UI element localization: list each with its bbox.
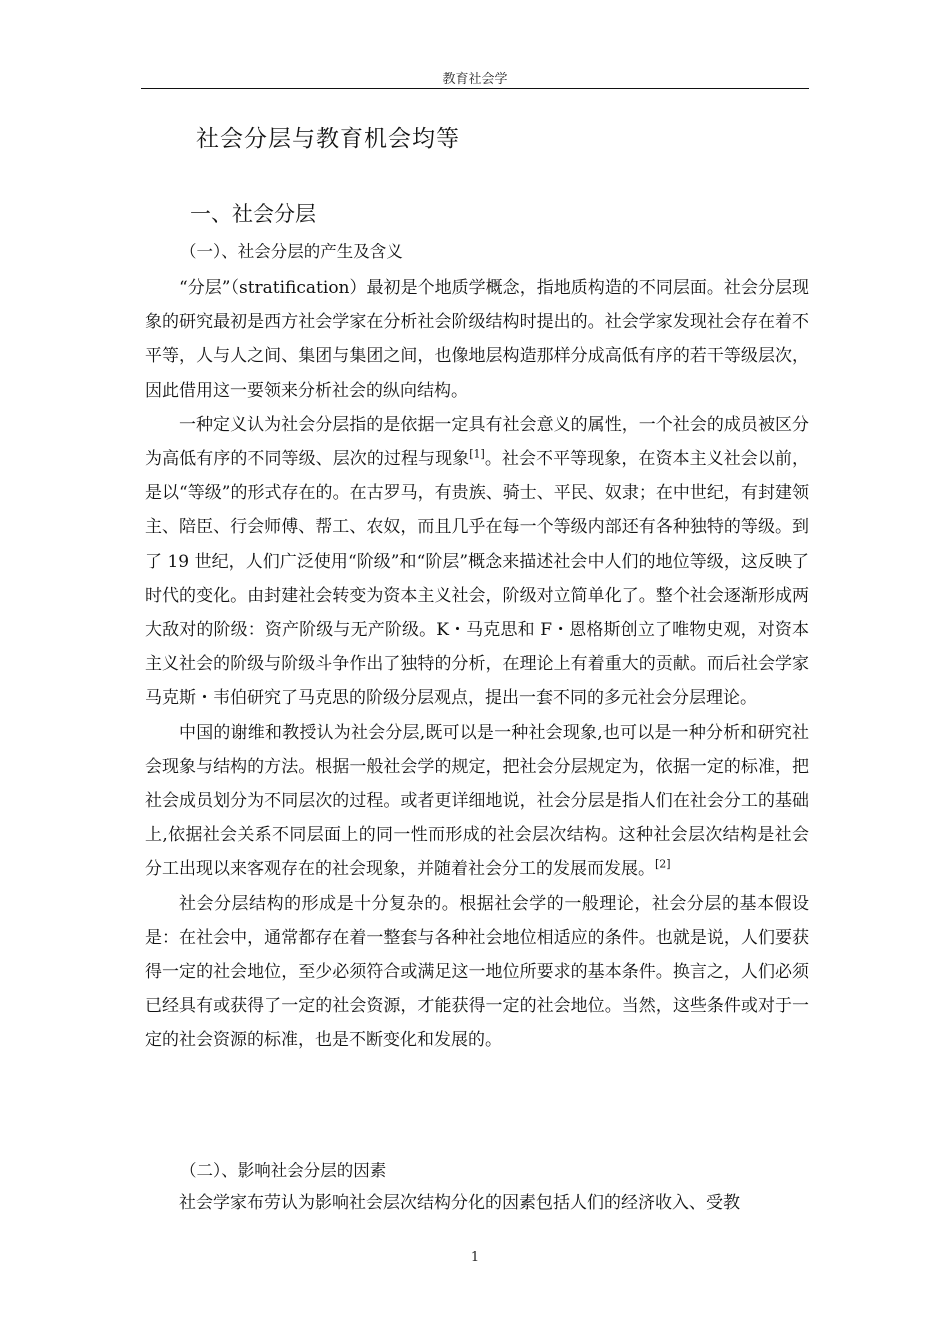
paragraph-xie-weihe-view bbox=[145, 716, 809, 887]
header-divider bbox=[141, 88, 809, 89]
running-header: 教育社会学 bbox=[442, 72, 508, 87]
paragraph-blau-factors: 社会学家布劳认为影响社会层次结构分化的因素包括人们的经济收入、受教 bbox=[179, 1193, 740, 1213]
page-number: 1 bbox=[470, 1250, 480, 1265]
paragraph-stratification-definition: “分层”（stratification）最初是个地质学概念，指地质构造的不同层面。社会分层现象的研究最初是西方社会学家在分析社会阶级结构时提出的。社会学家发现社会存在着不平等，人与人之间、集团与集团之间，也像地层构造那样分成高低有序的若干等级层次，因此借用这一要领来分析社会的纵向结构。 bbox=[145, 278, 809, 401]
citation-ref-1: [1] bbox=[469, 447, 485, 461]
body-text-block bbox=[145, 271, 809, 1058]
citation-ref-2: [2] bbox=[655, 857, 671, 871]
paragraph-text: 一种定义认为社会分层指的是依据一定具有社会意义的属性，一个社会的成员被区分为高低有序的不同等级、层次的过程与现象 bbox=[145, 414, 809, 470]
paragraph-text: 。社会不平等现象，在资本主义社会以前，是以“等级”的形式存在的。在古罗马，有贵族、骑士、平民、奴隶；在中世纪，有封建领主、陪臣、行会师傅、帮工、农奴，而且几乎在每一个等级内部还有各种独特的等级。到了 19 世纪，人们广泛使用“阶级”和“阶层”概念来描述社会中人们的地位等级，这反映了时代的变化。由封建社会转变为资本主义社会，阶级对立简单化了。整个社会逐渐形成两大敌对的阶级：资产阶级与无产阶级。K・马克思和 F・恩格斯创立了唯物史观，对资本主义社会的阶级与阶级斗争作出了独特的分析，在理论上有着重大的贡献。而后社会学家马克斯・韦伯研究了马克思的阶级分层观点，提出一套不同的多元社会分层理论。 bbox=[145, 449, 809, 709]
subsection-heading-origin-meaning: （一）、社会分层的产生及含义 bbox=[180, 242, 403, 261]
subsection-heading-factors: （二）、影响社会分层的因素 bbox=[180, 1161, 387, 1180]
paragraph-text: 中国的谢维和教授认为社会分层,既可以是一种社会现象,也可以是一种分析和研究社会现象与结构的方法。根据一般社会学的规定，把社会分层规定为，依据一定的标准，把社会成员划分为不同层次的过程。或者更详细地说，社会分层是指人们在社会分工的基础上,依据社会关系不同层面上的同一性而形成的社会层次结构。这种社会层次结构是社会分工出现以来客观存在的社会现象，并随着社会分工的发展而发展。 bbox=[145, 722, 809, 880]
body-text-block-2 bbox=[145, 1186, 809, 1220]
section-heading-social-stratification: 一、社会分层 bbox=[190, 202, 316, 226]
paragraph-stratification-history bbox=[145, 408, 809, 716]
paragraph-stratification-structure: 社会分层结构的形成是十分复杂的。根据社会学的一般理论，社会分层的基本假设是：在社会中，通常都存在着一整套与各种社会地位相适应的条件。也就是说，人们要获得一定的社会地位，至少必须符合或满足这一地位所要求的基本条件。换言之，人们必须已经具有或获得了一定的社会资源，才能获得一定的社会地位。当然，这些条件或对于一定的社会资源的标准，也是不断变化和发展的。 bbox=[145, 893, 809, 1051]
document-title: 社会分层与教育机会均等 bbox=[196, 126, 460, 152]
